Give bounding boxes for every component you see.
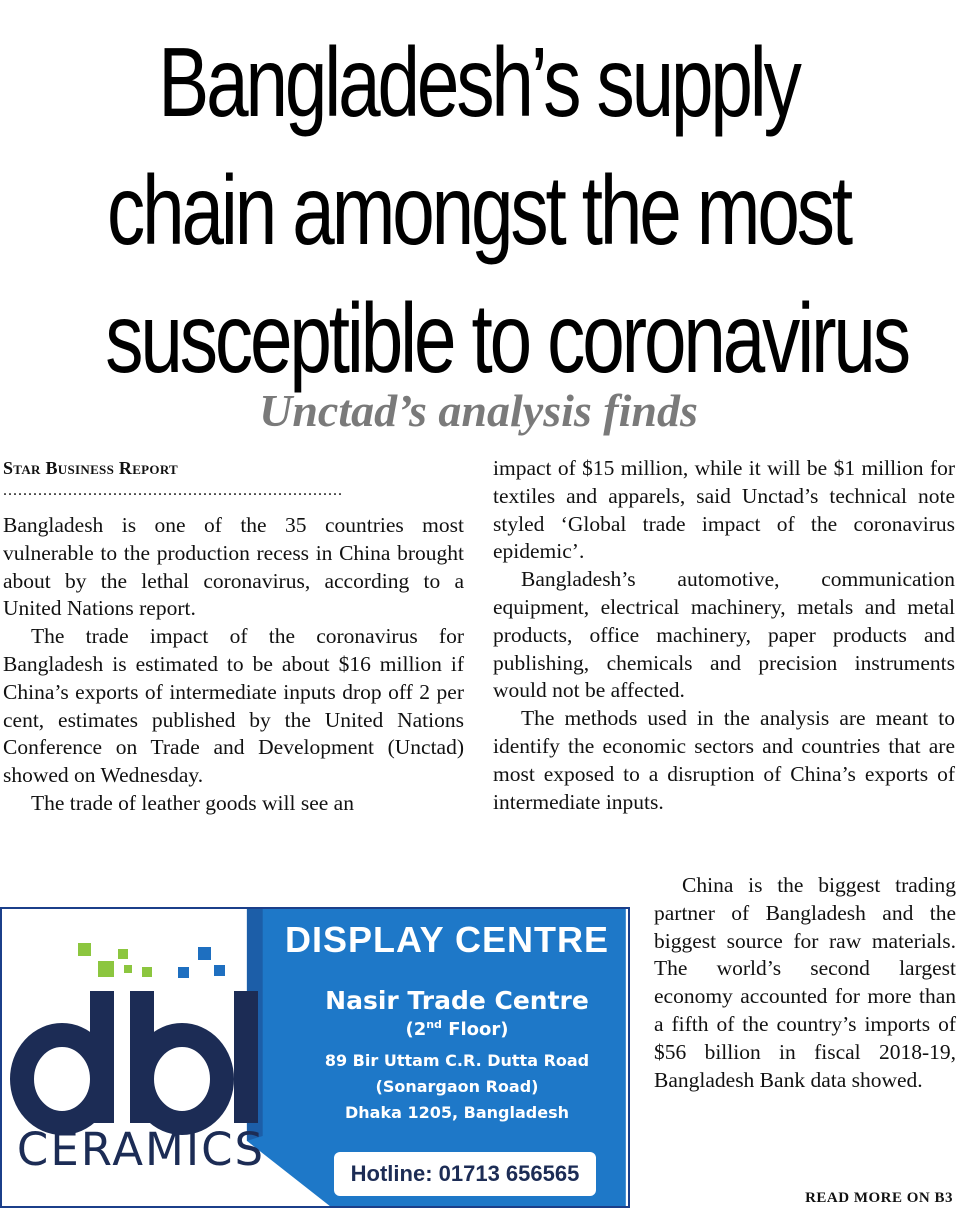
ad-address-line-2: (Sonargaon Road) [375,1077,539,1096]
paragraph: China is the biggest trading partner of Bangladesh and the biggest source for raw materials. The world’s second largest economy accounted for more than a fifth of the country’s imports of $56 billion in fiscal 2018-19, Bangladesh Bank data showed. [654,873,956,1092]
article-column-2 [493,455,955,816]
article-column-1 [3,512,464,818]
paragraph: impact of $15 million, while it will be $1 million for textiles and apparels, said Unctad’s technical note styled ‘Global trade impact of the coronavirus epidemic’. [493,456,955,564]
ad-address-line-3: Dhaka 1205, Bangladesh [345,1103,569,1122]
floor-word: Floor [448,1019,501,1040]
ad-title: DISPLAY CENTRE [284,919,610,960]
paragraph: Bangladesh’s automotive, communication equipment, electrical machinery, metals and metal products, office machinery, paper products and publishing, chemicals and precision instruments would not be affected. [493,567,955,703]
floor-suffix: nd [426,1018,442,1031]
paragraph: The trade of leather goods will see an [31,790,354,815]
read-more-link[interactable]: READ MORE ON B3 [805,1190,953,1206]
ad-venue: Nasir Trade Centre [325,986,589,1015]
hotline-button[interactable]: Hotline: 01713 656565 [334,1152,596,1196]
dbl-logo-icon [2,909,272,1139]
ad-floor: (2nd Floor) [405,1018,509,1040]
article-column-3 [654,872,956,1094]
floor-number: 2 [413,1019,427,1040]
byline-separator: .................................................................... [3,482,343,499]
byline: Star Business Report [3,458,179,478]
paragraph: Bangladesh is one of the 35 countries most vulnerable to the production recess in China brought about by the lethal coronavirus, according to a United Nations report. [3,513,464,621]
headline-line-1: Bangladesh’s supply [158,27,799,137]
paragraph: The methods used in the analysis are meant to identify the economic sectors and countries that are most exposed to a disruption of China’s exports of intermediate inputs. [493,706,955,814]
headline-line-2: chain amongst the most [107,155,850,265]
advertisement[interactable] [0,907,630,1208]
subheadline: Unctad’s analysis finds [259,385,698,436]
ad-address-line-1: 89 Bir Uttam C.R. Dutta Road [324,1051,590,1070]
headline-line-3: susceptible to coronavirus [105,283,908,393]
logo-subtitle: CERAMICS [16,1123,266,1176]
headline [105,18,908,402]
paragraph: The trade impact of the coronavirus for Bangladesh is estimated to be about $16 million if China’s exports of intermediate inputs drop off 2 per cent, estimates published by the United Nations Conference on Trade and Development (Unctad) showed on Wednesday. [3,624,464,788]
